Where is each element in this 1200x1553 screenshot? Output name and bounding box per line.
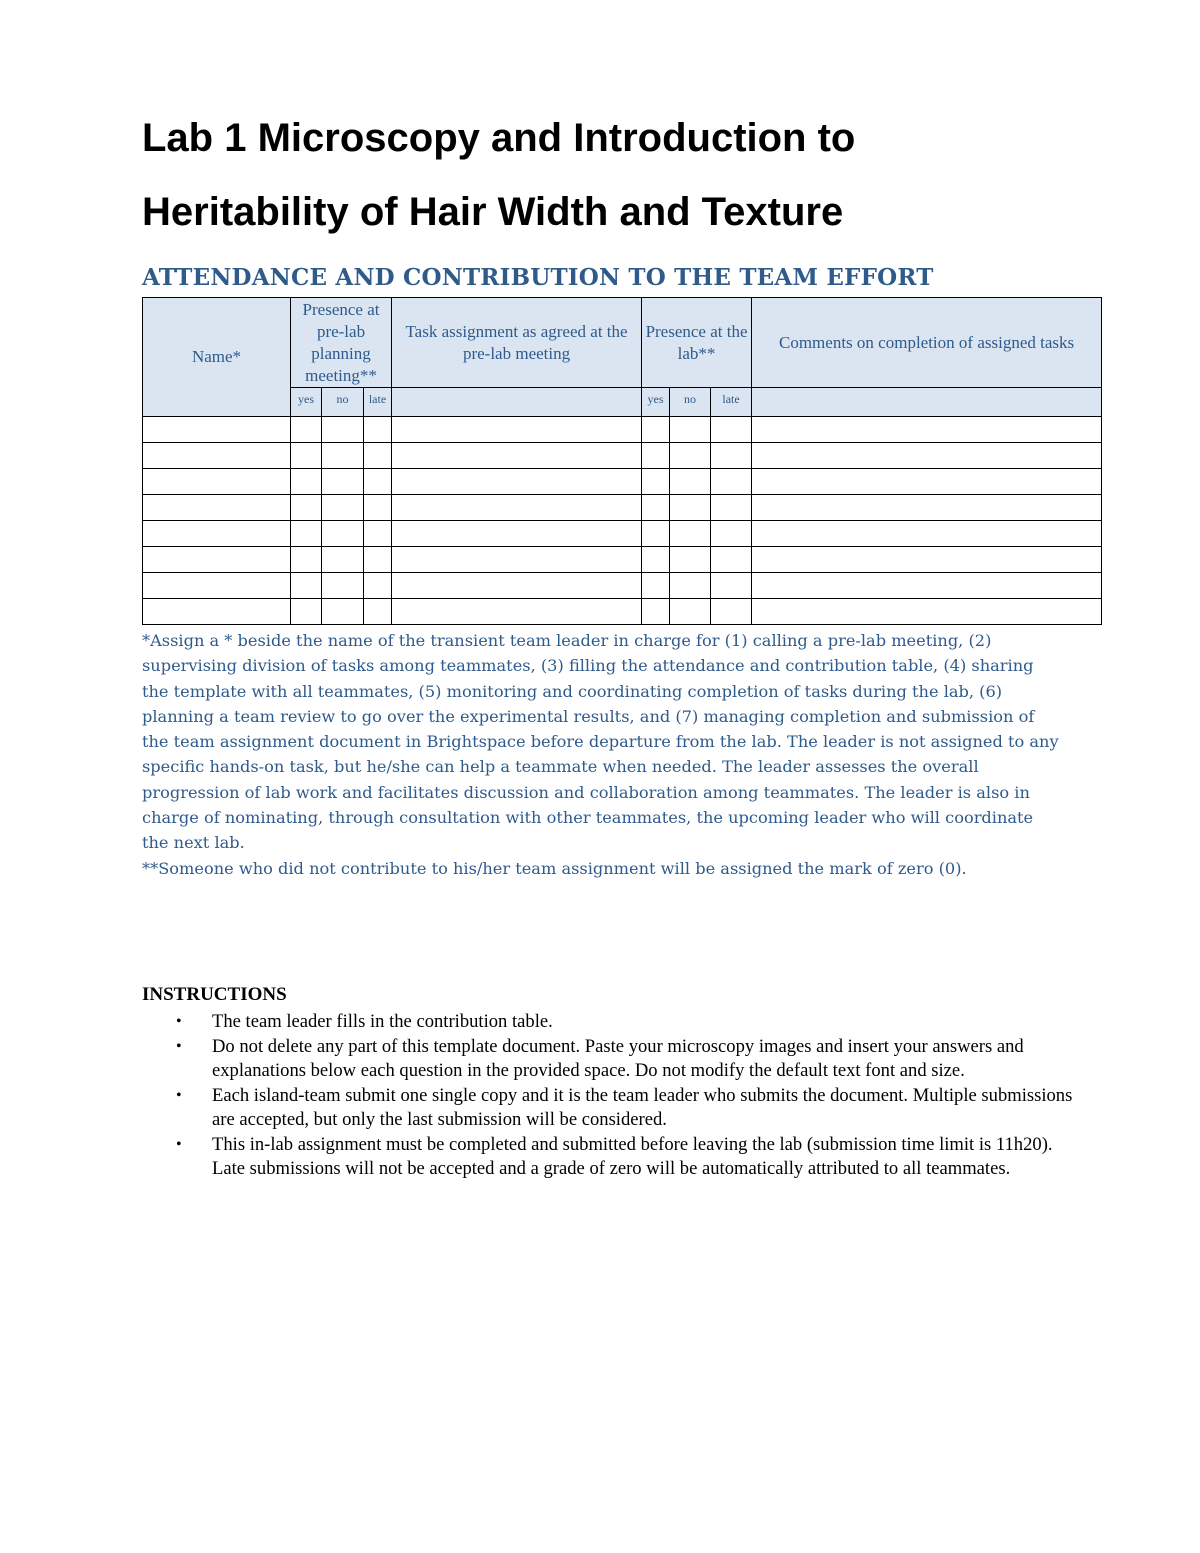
cell-prelab-late[interactable] <box>364 599 392 625</box>
bullet-icon: • <box>176 1013 182 1030</box>
cell-name[interactable] <box>143 521 291 547</box>
cell-task[interactable] <box>392 547 642 573</box>
table-row <box>143 573 1102 599</box>
instruction-text: Do not delete any part of this template document. Paste your microscopy images and insert your answers and explanations below each question in the provided space. Do not modify the default text font and size. <box>212 1035 1024 1081</box>
header-presence-prelab: Presence at pre-lab planning meeting** <box>291 298 392 388</box>
cell-comments[interactable] <box>752 547 1102 573</box>
cell-task[interactable] <box>392 417 642 443</box>
document-title-line-2: Heritability of Hair Width and Texture <box>142 190 844 234</box>
cell-name[interactable] <box>143 469 291 495</box>
table-footnotes <box>142 628 1062 881</box>
subheader-prelab-yes: yes <box>291 388 322 417</box>
cell-lab-no[interactable] <box>670 547 711 573</box>
cell-lab-late[interactable] <box>711 443 752 469</box>
cell-prelab-no[interactable] <box>322 417 364 443</box>
cell-prelab-late[interactable] <box>364 495 392 521</box>
instruction-item <box>176 1035 1082 1084</box>
instruction-text: The team leader fills in the contribution table. <box>212 1011 553 1032</box>
cell-prelab-late[interactable] <box>364 469 392 495</box>
header-presence-lab: Presence at the lab** <box>642 298 752 388</box>
cell-lab-late[interactable] <box>711 573 752 599</box>
cell-prelab-yes[interactable] <box>291 495 322 521</box>
cell-lab-yes[interactable] <box>642 599 670 625</box>
cell-comments[interactable] <box>752 417 1102 443</box>
cell-lab-late[interactable] <box>711 469 752 495</box>
instruction-item <box>176 1010 1082 1035</box>
cell-lab-late[interactable] <box>711 599 752 625</box>
cell-prelab-late[interactable] <box>364 547 392 573</box>
cell-name[interactable] <box>143 573 291 599</box>
cell-lab-no[interactable] <box>670 599 711 625</box>
instruction-text: Each island-team submit one single copy and it is the team leader who submits the document. Multiple submissions are accepted, but only the last submission will be considered. <box>212 1084 1073 1130</box>
cell-comments[interactable] <box>752 443 1102 469</box>
header-comments: Comments on completion of assigned tasks <box>752 298 1102 388</box>
cell-task[interactable] <box>392 521 642 547</box>
cell-prelab-no[interactable] <box>322 521 364 547</box>
cell-lab-no[interactable] <box>670 495 711 521</box>
cell-lab-yes[interactable] <box>642 521 670 547</box>
cell-prelab-no[interactable] <box>322 599 364 625</box>
cell-prelab-late[interactable] <box>364 417 392 443</box>
table-row <box>143 495 1102 521</box>
section-heading: ATTENDANCE AND CONTRIBUTION TO THE TEAM EFFORT <box>142 264 934 291</box>
cell-prelab-no[interactable] <box>322 469 364 495</box>
table-body <box>143 417 1102 625</box>
table-row <box>143 443 1102 469</box>
cell-prelab-yes[interactable] <box>291 417 322 443</box>
bullet-icon: • <box>176 1037 182 1055</box>
cell-prelab-yes[interactable] <box>291 573 322 599</box>
cell-task[interactable] <box>392 573 642 599</box>
subheader-comments-blank <box>752 388 1102 417</box>
cell-lab-no[interactable] <box>670 521 711 547</box>
cell-lab-no[interactable] <box>670 417 711 443</box>
cell-prelab-yes[interactable] <box>291 521 322 547</box>
cell-lab-yes[interactable] <box>642 443 670 469</box>
table-row <box>143 547 1102 573</box>
cell-prelab-no[interactable] <box>322 573 364 599</box>
cell-prelab-no[interactable] <box>322 495 364 521</box>
header-name: Name* <box>143 298 291 417</box>
cell-lab-yes[interactable] <box>642 417 670 443</box>
cell-prelab-no[interactable] <box>322 443 364 469</box>
cell-lab-late[interactable] <box>711 417 752 443</box>
cell-prelab-late[interactable] <box>364 443 392 469</box>
cell-prelab-yes[interactable] <box>291 443 322 469</box>
cell-prelab-yes[interactable] <box>291 599 322 625</box>
cell-prelab-late[interactable] <box>364 573 392 599</box>
subheader-task-blank <box>392 388 642 417</box>
cell-lab-late[interactable] <box>711 495 752 521</box>
table-row <box>143 417 1102 443</box>
cell-prelab-no[interactable] <box>322 547 364 573</box>
header-task-assignment: Task assignment as agreed at the pre-lab meeting <box>392 298 642 388</box>
cell-lab-late[interactable] <box>711 547 752 573</box>
cell-lab-no[interactable] <box>670 573 711 599</box>
cell-comments[interactable] <box>752 469 1102 495</box>
cell-task[interactable] <box>392 599 642 625</box>
bullet-icon: • <box>176 1135 182 1153</box>
bullet-icon: • <box>176 1086 182 1104</box>
cell-lab-no[interactable] <box>670 443 711 469</box>
table-row <box>143 521 1102 547</box>
cell-lab-no[interactable] <box>670 469 711 495</box>
instruction-text: This in-lab assignment must be completed and submitted before leaving the lab (submission time limit is 11h20). Late submissions will not be accepted and a grade of zero will be automatically attributed to all teammates. <box>212 1133 1053 1179</box>
cell-lab-yes[interactable] <box>642 573 670 599</box>
cell-lab-yes[interactable] <box>642 495 670 521</box>
cell-prelab-yes[interactable] <box>291 469 322 495</box>
cell-lab-yes[interactable] <box>642 469 670 495</box>
table-header-row <box>143 298 1102 388</box>
cell-lab-yes[interactable] <box>642 547 670 573</box>
document-title-line-1: Lab 1 Microscopy and Introduction to <box>142 116 856 160</box>
cell-comments[interactable] <box>752 599 1102 625</box>
cell-comments[interactable] <box>752 521 1102 547</box>
cell-comments[interactable] <box>752 573 1102 599</box>
cell-name[interactable] <box>143 599 291 625</box>
subheader-prelab-late: late <box>364 388 392 417</box>
cell-task[interactable] <box>392 469 642 495</box>
cell-name[interactable] <box>143 547 291 573</box>
cell-name[interactable] <box>143 495 291 521</box>
zero-mark-footnote: **Someone who did not contribute to his/her team assignment will be assigned the mark of zero (0). <box>142 858 967 878</box>
attendance-contribution-table <box>142 297 1102 625</box>
cell-name[interactable] <box>143 417 291 443</box>
cell-name[interactable] <box>143 443 291 469</box>
instructions-list <box>176 1010 1082 1182</box>
instruction-item <box>176 1084 1082 1133</box>
cell-task[interactable] <box>392 443 642 469</box>
instruction-item <box>176 1133 1082 1182</box>
leader-footnote: *Assign a * beside the name of the transient team leader in charge for (1) calling a pre-lab meeting, (2) supervising division of tasks among teammates, (3) filling the attendance and contribution table, (4) sharing the template with all teammates, (5) monitoring and coordinating completion of tasks during the lab, (6) planning a team review to go over the experimental results, and (7) managing completion and submission of the team assignment document in Brightspace before departure from the lab. The leader is not assigned to any specific hands-on task, but he/she can help a teammate when needed. The leader assesses the overall progression of lab work and facilitates discussion and collaboration among teammates. The leader is also in charge of nominating, through consultation with other teammates, the upcoming leader who will coordinate the next lab. <box>142 631 1059 853</box>
subheader-prelab-no: no <box>322 388 364 417</box>
subheader-lab-no: no <box>670 388 711 417</box>
cell-prelab-yes[interactable] <box>291 547 322 573</box>
cell-lab-late[interactable] <box>711 521 752 547</box>
subheader-lab-late: late <box>711 388 752 417</box>
cell-prelab-late[interactable] <box>364 521 392 547</box>
table-row <box>143 469 1102 495</box>
cell-comments[interactable] <box>752 495 1102 521</box>
cell-task[interactable] <box>392 495 642 521</box>
subheader-lab-yes: yes <box>642 388 670 417</box>
instructions-heading: INSTRUCTIONS <box>142 984 287 1005</box>
table-row <box>143 599 1102 625</box>
